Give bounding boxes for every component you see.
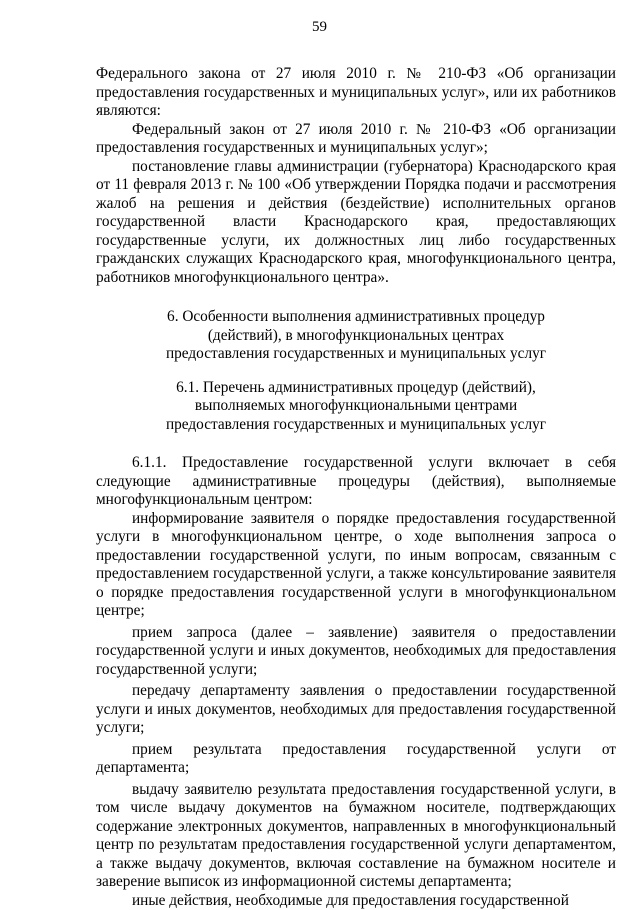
paragraph-resolution: постановление главы администрации (губернатора) Краснодарского края от 11 февраля 2013 г. № 100 «Об утверждении Порядка подачи и рассмотрения жалоб на решения и действия (бездействие) исполнительных органов государственной власти Краснодарского края, предоставляющих государственные услуги, их должностных лиц либо государственных гражданских служащих Краснодарского края, многофункционального центра, работников многофункционального центра». [96,158,616,288]
page-number: 59 [0,18,639,36]
subsection-heading-line: предоставления государственных и муниципальных услуг [96,416,616,435]
section-heading-line: предоставления государственных и муниципальных услуг [96,345,616,364]
subsection-heading-line: выполняемых многофункциональными центрами [96,397,616,416]
document-body [96,65,616,910]
list-item-issuing-result: выдачу заявителю результата предоставления государственной услуги, в том числе выдачу документов на бумажном носителе, подтверждающих содержание электронных документов, направленных в многофункциональный центр по результатам предоставления государственной услуги департаментом, а также выдачу документов, включая составление на бумажном носителе и заверение выписок из информационной системы департамента; [96,781,616,892]
paragraph-continuation: Федерального закона от 27 июля 2010 г. № 210-ФЗ «Об организации предоставления государственных и муниципальных услуг», или их работников являются: [96,65,616,121]
list-item-other-actions: иные действия, необходимые для предоставления государственной [96,892,616,910]
section-heading-line: 6. Особенности выполнения административных процедур [96,308,616,327]
section-heading [96,308,616,364]
list-item-receiving-result: прием результата предоставления государственной услуги от департамента; [96,741,616,778]
subsection-heading-line: 6.1. Перечень административных процедур (действий), [96,379,616,398]
list-item-informing: информирование заявителя о порядке предоставления государственной услуги в многофункциональном центре, о ходе выполнения запроса о предоставлении государственной услуги, по иным вопросам, связанным с предоставлением государственной услуги, а также консультирование заявителя о порядке предоставления государственной услуги в многофункциональном центре; [96,510,616,621]
list-item-receiving-request: прием запроса (далее – заявление) заявителя о предоставлении государственной услуги и иных документов, необходимых для предоставления государственной услуги; [96,624,616,680]
paragraph-federal-law: Федеральный закон от 27 июля 2010 г. № 210-ФЗ «Об организации предоставления государственных и муниципальных услуг»; [96,121,616,158]
section-heading-line: (действий), в многофункциональных центрах [96,327,616,346]
subsection-heading [96,379,616,435]
list-item-transfer: передачу департаменту заявления о предоставлении государственной услуги и иных документов, необходимых для предоставления государственной услуги; [96,682,616,738]
paragraph-6-1-1: 6.1.1. Предоставление государственной услуги включает в себя следующие административные процедуры (действия), выполняемые многофункциональным центром: [96,454,616,510]
